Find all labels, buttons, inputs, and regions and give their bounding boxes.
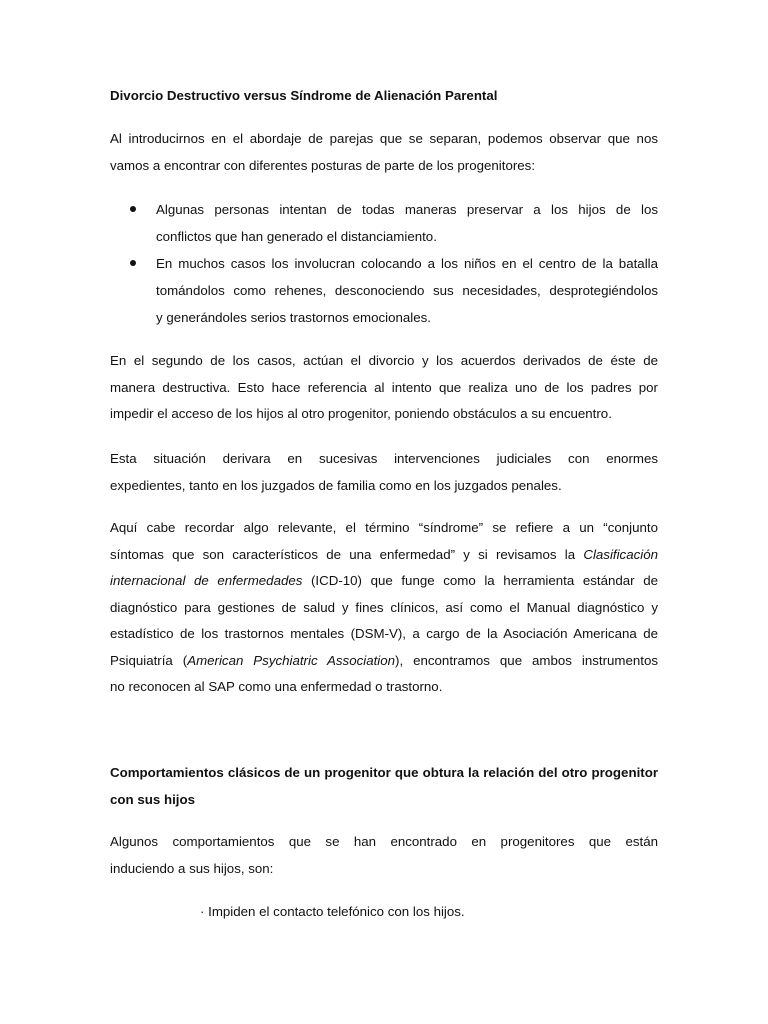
text-line: Aquí cabe recordar algo relevante, el término “síndrome” se refiere a un “conjunto <box>110 520 658 535</box>
text-line: Algunos comportamientos que se han encontrado en progenitores que están <box>110 834 658 849</box>
text-line: manera destructiva. Esto hace referencia al intento que realiza uno de los padres por <box>110 379 658 395</box>
text-line <box>110 568 658 595</box>
text-line: Esta situación derivara en sucesivas intervenciones judiciales con enormes <box>110 451 658 466</box>
paragraph-destructive <box>110 348 658 428</box>
italic-term: American Psychiatric Association <box>187 652 396 668</box>
text-segment: (ICD-10) que funge como la herramienta estándar de <box>302 573 658 588</box>
paragraph-behaviors-intro <box>110 829 658 882</box>
text-segment: Psiquiatría ( <box>110 652 188 668</box>
text-line: Al introducirnos en el abordaje de parejas que se separan, podemos observar que nos <box>110 131 658 146</box>
text-line: Algunas personas intentan de todas maneras preservar a los hijos de los <box>156 202 658 217</box>
text-line <box>110 648 658 675</box>
bullet-icon <box>130 260 136 266</box>
text-line: En el segundo de los casos, actúan el divorcio y los acuerdos derivados de éste de <box>110 353 658 368</box>
text-line: En muchos casos los involucran colocando a los niños en el centro de la batalla <box>156 256 658 271</box>
paragraph-judicial <box>110 446 658 499</box>
text-line: Comportamientos clásicos de un progenitor que obtura la relación del otro progenitor <box>110 765 658 780</box>
text-line: con sus hijos <box>110 791 195 807</box>
italic-term: Clasificación <box>583 546 658 562</box>
paragraph-syndrome <box>110 515 658 701</box>
intro-paragraph <box>110 126 658 179</box>
text-line: no reconocen al SAP como una enfermedad o trastorno. <box>110 679 443 694</box>
text-line: estadístico de los trastornos mentales (DSM-V), a cargo de la Asociación Americana de <box>110 626 658 641</box>
text-line: vamos a encontrar con diferentes posturas de parte de los progenitores: <box>110 157 536 173</box>
list-item <box>110 196 658 250</box>
text-line: induciendo a sus hijos, son: <box>110 860 274 876</box>
text-line: impedir el acceso de los hijos al otro progenitor, poniendo obstáculos a su encuentro. <box>110 406 612 421</box>
text-line <box>110 542 658 569</box>
bullet-icon <box>130 206 136 212</box>
list-item <box>110 250 658 331</box>
text-line: tomándolos como rehenes, desconociendo sus necesidades, desprotegiéndolos <box>156 283 658 298</box>
text-segment: síntomas que son característicos de una enfermedad” y si revisamos la <box>110 546 584 562</box>
italic-term: internacional de enfermedades <box>110 573 303 588</box>
section-heading <box>110 760 658 813</box>
text-line: y generándoles serios trastornos emocionales. <box>156 310 431 325</box>
text-line: expedientes, tanto en los juzgados de familia como en los juzgados penales. <box>110 477 562 493</box>
document-title: Divorcio Destructivo versus Síndrome de Alienación Parental <box>110 88 498 103</box>
text-line: conflictos que han generado el distanciamiento. <box>156 229 437 244</box>
bullet-list <box>110 196 658 331</box>
behavior-item: · Impiden el contacto telefónico con los hijos. <box>200 904 465 919</box>
text-segment: ), encontramos que ambos instrumentos <box>395 652 658 668</box>
text-line: diagnóstico para gestiones de salud y fines clínicos, así como el Manual diagnóstico y <box>110 599 658 615</box>
